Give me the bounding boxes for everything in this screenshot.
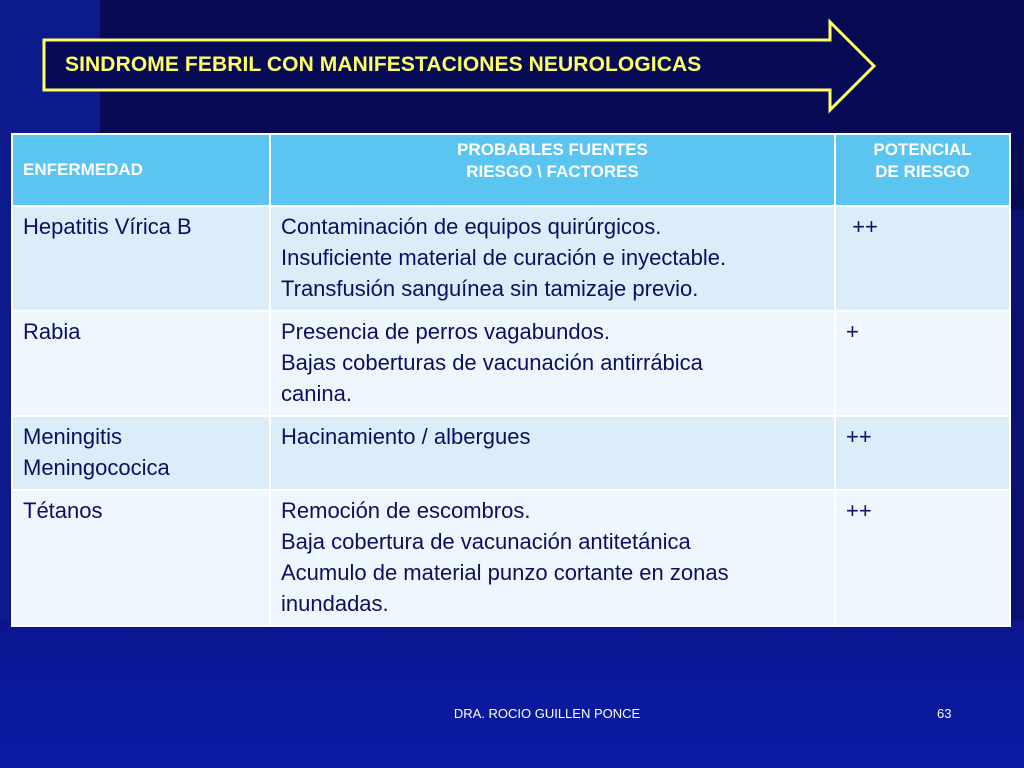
disease-name: Hepatitis Vírica B bbox=[23, 214, 192, 239]
source-line: Remoción de escombros. bbox=[281, 498, 531, 523]
header-enfermedad bbox=[12, 134, 270, 206]
disease-cell bbox=[12, 206, 270, 311]
table-row bbox=[12, 490, 1010, 626]
source-line: Baja cobertura de vacunación antitetánica bbox=[281, 529, 691, 554]
header-fuentes-line-2: RIESGO \ FACTORES bbox=[466, 162, 639, 181]
source-line: Presencia de perros vagabundos. bbox=[281, 319, 610, 344]
disease-cell bbox=[12, 311, 270, 416]
source-line: Insuficiente material de curación e inyectable. bbox=[281, 245, 727, 270]
risk-cell bbox=[835, 416, 1010, 490]
header-potencial-line-1: POTENCIAL bbox=[873, 140, 972, 159]
slide-title: SINDROME FEBRIL CON MANIFESTACIONES NEUROLOGICAS bbox=[65, 53, 702, 76]
background-bottom bbox=[0, 620, 1024, 768]
risk-cell bbox=[835, 206, 1010, 311]
source-line: Bajas coberturas de vacunación antirrábica bbox=[281, 350, 703, 375]
risk-value: ++ bbox=[846, 214, 878, 239]
disease-name: Rabia bbox=[23, 319, 81, 344]
header-potencial bbox=[835, 134, 1010, 206]
footer-author: DRA. ROCIO GUILLEN PONCE bbox=[453, 706, 641, 721]
source-line: Transfusión sanguínea sin tamizaje previo. bbox=[281, 276, 699, 301]
disease-cell bbox=[12, 416, 270, 490]
disease-name-line-1: Meningitis bbox=[23, 424, 123, 449]
disease-name: Tétanos bbox=[23, 498, 103, 523]
table-row bbox=[12, 311, 1010, 416]
table-row bbox=[12, 416, 1010, 490]
sources-cell bbox=[270, 416, 835, 490]
source-line: inundadas. bbox=[281, 591, 389, 616]
risk-cell bbox=[835, 490, 1010, 626]
disease-cell bbox=[12, 490, 270, 626]
sources-cell bbox=[270, 311, 835, 416]
risk-table bbox=[11, 133, 1011, 627]
header-fuentes-line-1: PROBABLES FUENTES bbox=[457, 140, 648, 159]
risk-value: ++ bbox=[846, 424, 872, 449]
table-header-row bbox=[12, 134, 1010, 206]
sources-cell bbox=[270, 490, 835, 626]
sources-cell bbox=[270, 206, 835, 311]
risk-cell bbox=[835, 311, 1010, 416]
risk-value: ++ bbox=[846, 498, 872, 523]
source-line: Contaminación de equipos quirúrgicos. bbox=[281, 214, 662, 239]
source-line: Acumulo de material punzo cortante en zonas bbox=[281, 560, 729, 585]
disease-name-line-2: Meningococica bbox=[23, 455, 170, 480]
header-potencial-line-2: DE RIESGO bbox=[875, 162, 970, 181]
header-fuentes bbox=[270, 134, 835, 206]
risk-value: + bbox=[846, 319, 859, 344]
table-row bbox=[12, 206, 1010, 311]
page-number: 63 bbox=[937, 706, 952, 721]
header-enfermedad-line: ENFERMEDAD bbox=[23, 160, 143, 179]
source-line: Hacinamiento / albergues bbox=[281, 424, 531, 449]
source-line: canina. bbox=[281, 381, 352, 406]
